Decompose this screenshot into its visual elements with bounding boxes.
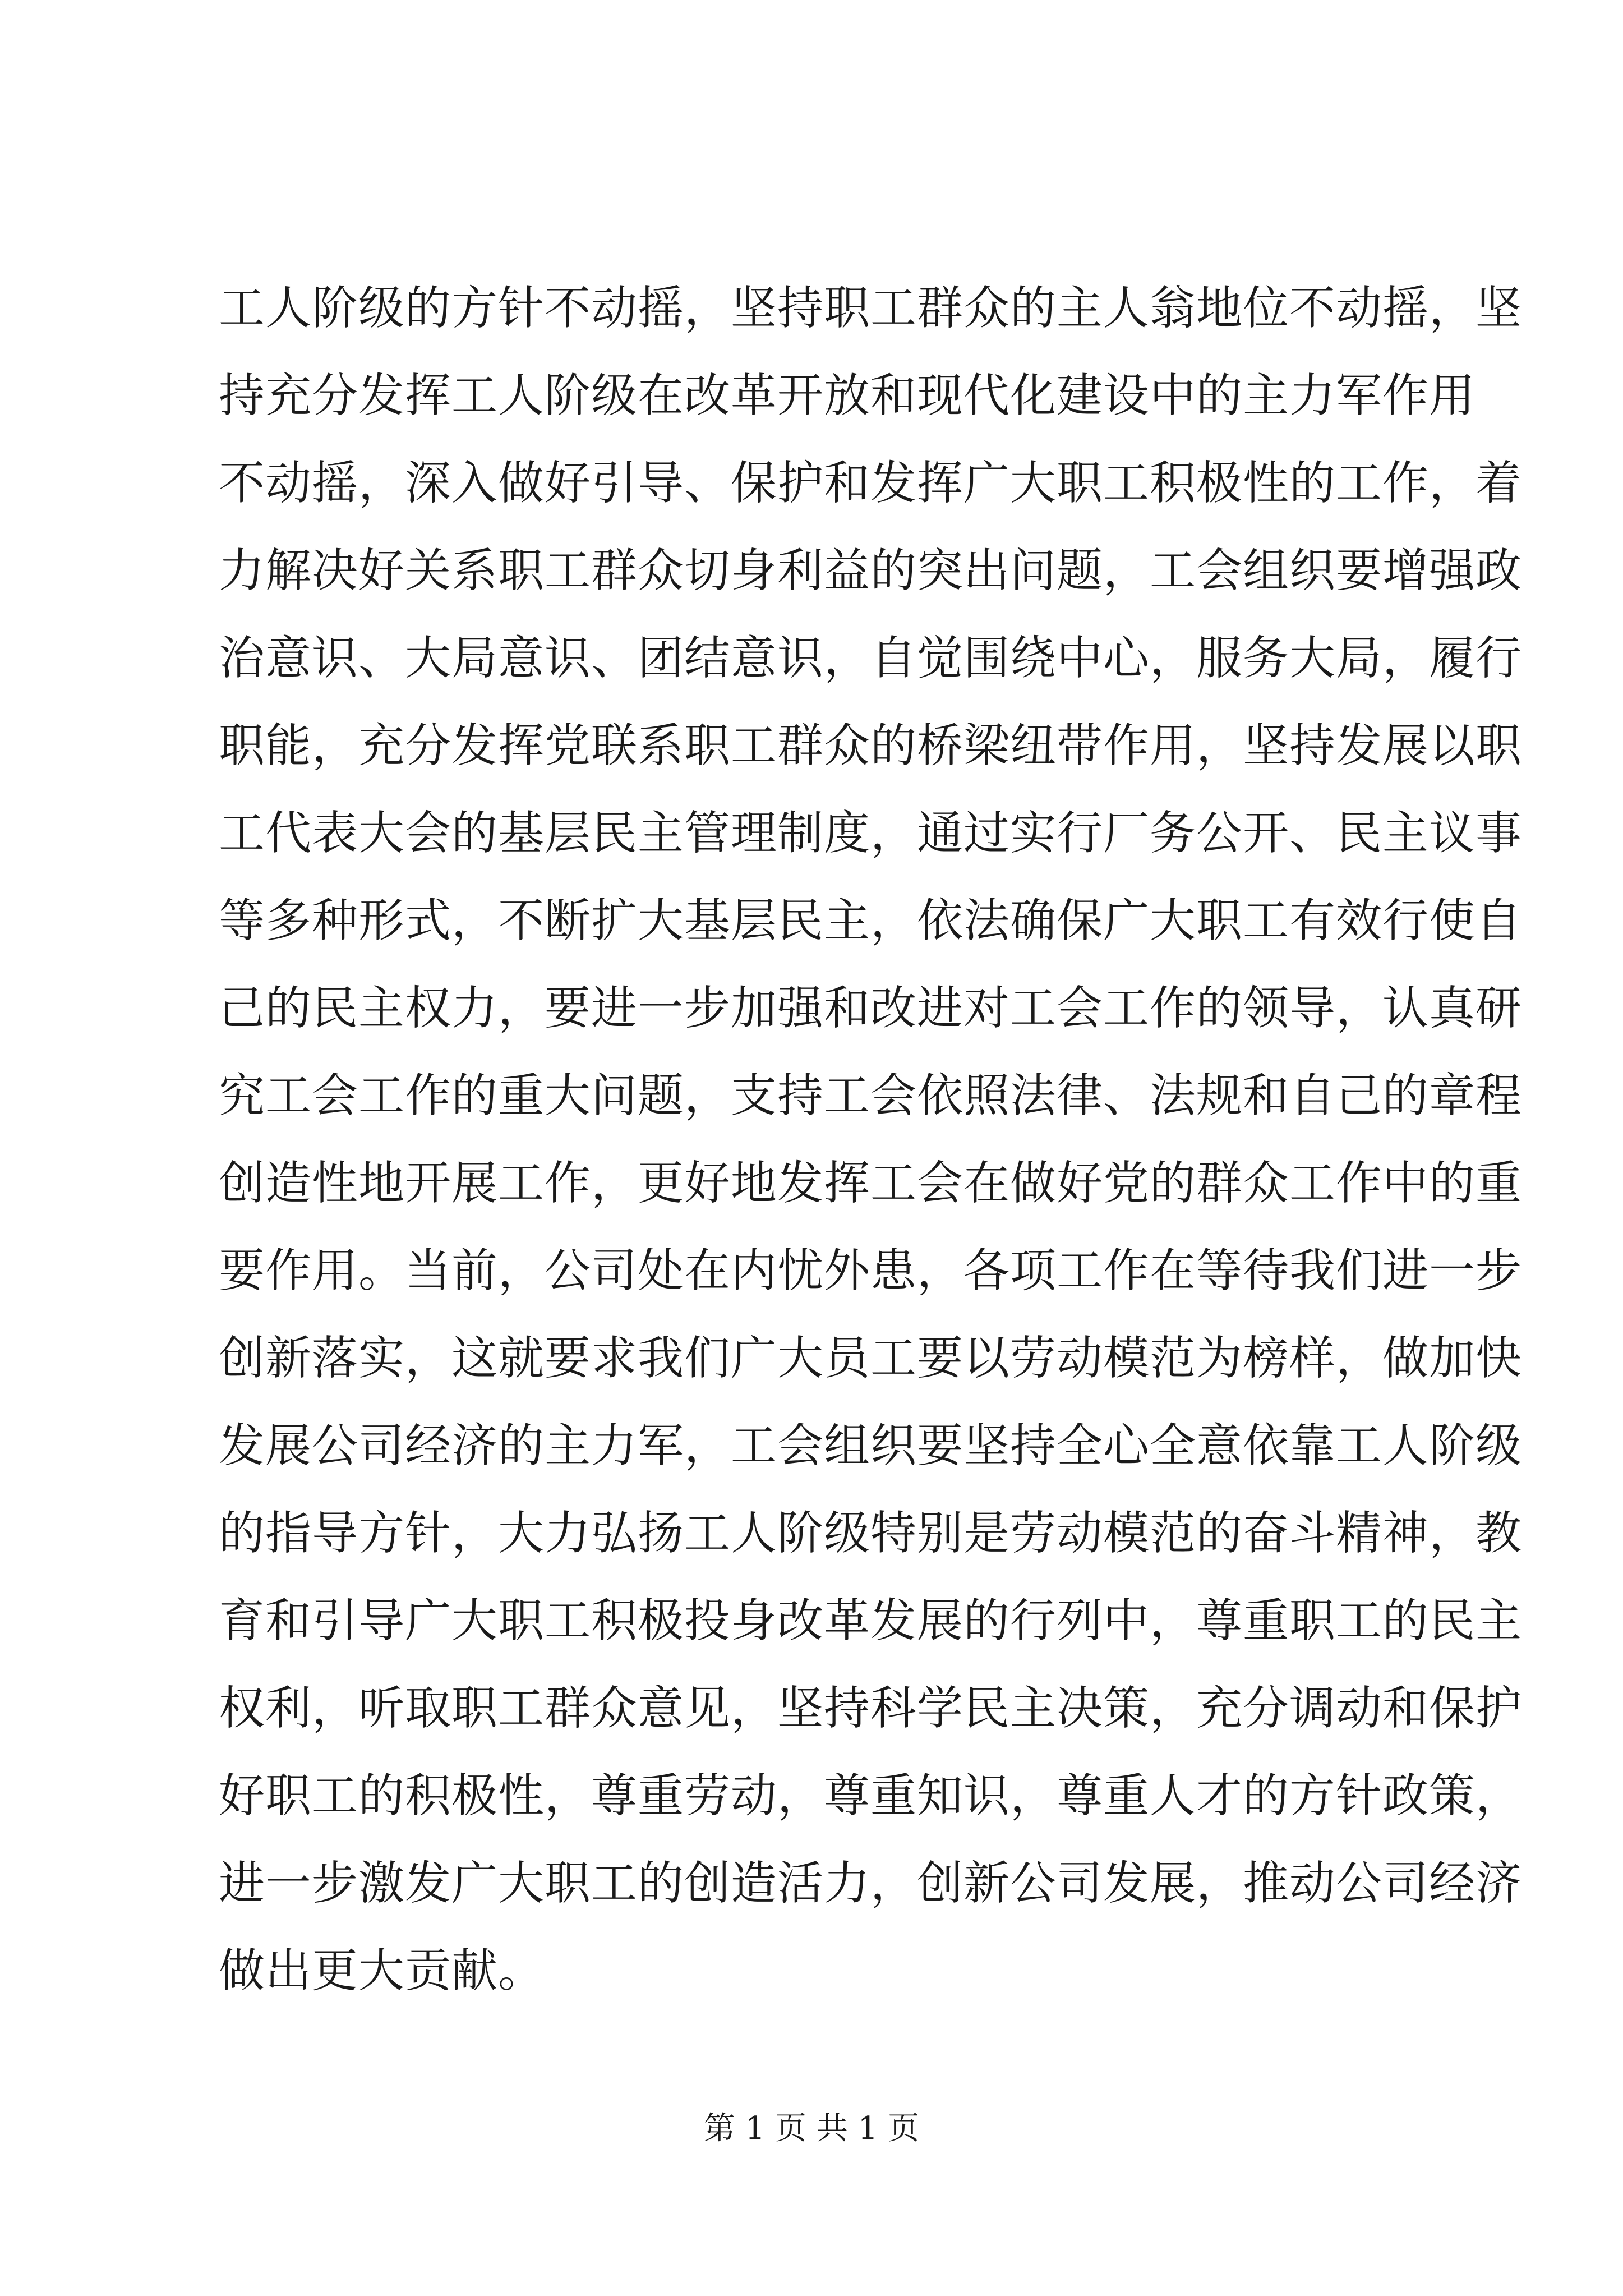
paragraph-line: 发展公司经济的主力军，工会组织要坚持全心全意依靠工人阶级 [219, 1419, 1523, 1473]
paragraph-line: 做出更大贡献。 [219, 1944, 545, 1998]
paragraph-line: 的指导方针，大力弘扬工人阶级特别是劳动模范的奋斗精神，教 [219, 1507, 1523, 1560]
paragraph-line: 职能，充分发挥党联系职工群众的桥梁纽带作用，坚持发展以职 [219, 719, 1523, 772]
paragraph-line: 究工会工作的重大问题，支持工会依照法律、法规和自己的章程 [219, 1069, 1523, 1122]
paragraph-line: 好职工的积极性，尊重劳动，尊重知识，尊重人才的方针政策， [219, 1769, 1523, 1823]
paragraph-line: 创新落实，这就要求我们广大员工要以劳动模范为榜样，做加快 [219, 1332, 1523, 1385]
page-number-label: 第 1 页 共 1 页 [703, 2110, 920, 2147]
paragraph-line: 工人阶级的方针不动摇，坚持职工群众的主人翁地位不动摇，坚 [219, 282, 1523, 335]
paragraph-line: 不动摇，深入做好引导、保护和发挥广大职工积极性的工作，着 [219, 457, 1523, 510]
paragraph-line: 工代表大会的基层民主管理制度，通过实行厂务公开、民主议事 [219, 807, 1523, 860]
paragraph-line: 创造性地开展工作，更好地发挥工会在做好党的群众工作中的重 [219, 1157, 1523, 1210]
paragraph-line: 育和引导广大职工积极投身改革发展的行列中，尊重职工的民主 [219, 1594, 1523, 1648]
paragraph-line: 己的民主权力，要进一步加强和改进对工会工作的领导，认真研 [219, 982, 1523, 1035]
body-paragraph [219, 265, 1523, 2015]
paragraph-line: 治意识、大局意识、团结意识，自觉围绕中心，服务大局，履行 [219, 632, 1523, 685]
paragraph-line: 进一步激发广大职工的创造活力，创新公司发展，推动公司经济 [219, 1857, 1523, 1910]
paragraph-line: 权利，听取职工群众意见，坚持科学民主决策，充分调动和保护 [219, 1682, 1523, 1735]
paragraph-line: 等多种形式，不断扩大基层民主，依法确保广大职工有效行使自 [219, 894, 1523, 947]
paragraph-line: 持充分发挥工人阶级在改革开放和现代化建设中的主力军作用 [219, 369, 1476, 422]
paragraph-line: 要作用。当前，公司处在内忧外患，各项工作在等待我们进一步 [219, 1244, 1523, 1297]
page-footer [0, 2106, 1623, 2151]
paragraph-line: 力解决好关系职工群众切身利益的突出问题，工会组织要增强政 [219, 544, 1523, 597]
